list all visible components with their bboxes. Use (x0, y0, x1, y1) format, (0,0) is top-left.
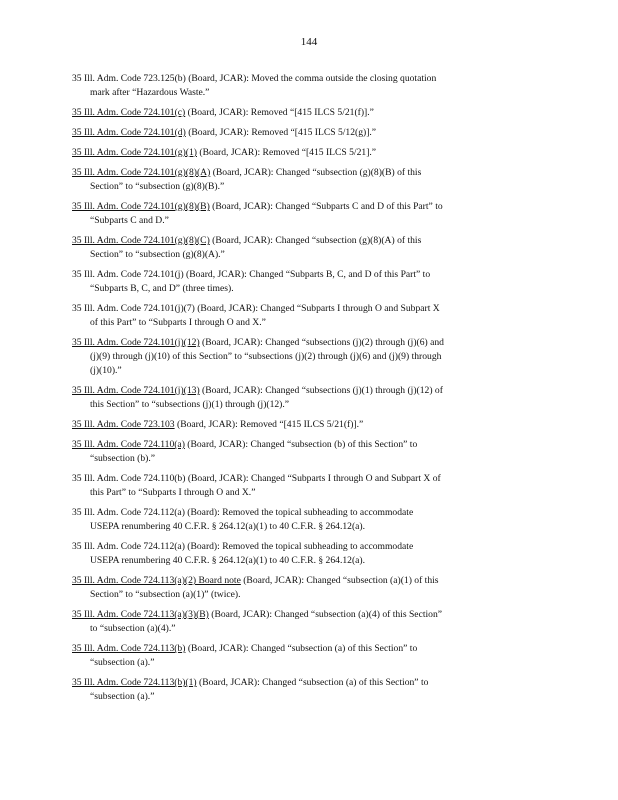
entry-text: “subsection (a).” (90, 691, 155, 702)
code-citation: 35 Ill. Adm. Code 724.113(b)(1) (72, 677, 197, 688)
entry-line (72, 282, 540, 296)
entry-text: (Board, JCAR): Changed “subsection (g)(8)(A) of this (209, 235, 422, 246)
entry-text: “Subparts B, C, and D” (three times). (90, 283, 234, 294)
code-citation: 35 Ill. Adm. Code 724.112(a) (72, 507, 185, 518)
entry-text: Section” to “subsection (g)(8)(A).” (90, 249, 225, 260)
entry-text: this Section” to “subsections (j)(1) through (j)(12).” (90, 399, 290, 410)
code-citation: 35 Ill. Adm. Code 724.110(b) (72, 473, 186, 484)
entry-text: to “subsection (a)(4).” (90, 623, 176, 634)
code-citation: 35 Ill. Adm. Code 724.101(g)(1) (72, 147, 197, 158)
amendment-entry (72, 506, 540, 534)
entry-text: (Board, JCAR): Removed “[415 ILCS 5/21].” (196, 147, 377, 158)
entry-line (72, 384, 540, 398)
entry-text: (Board, JCAR): Changed “subsections (j)(1) through (j)(12) of (199, 385, 443, 396)
entry-line (72, 608, 540, 622)
amendment-entry (72, 574, 540, 602)
entry-line (72, 642, 540, 656)
amendment-entry (72, 676, 540, 704)
amendment-entry (72, 418, 540, 432)
code-citation: 35 Ill. Adm. Code 724.101(g)(8)(A) (72, 167, 211, 178)
amendment-entry (72, 126, 540, 140)
code-citation: 35 Ill. Adm. Code 724.101(c) (72, 107, 186, 118)
entry-text: (Board, JCAR): Changed “subsection (a) of this Section” to (185, 643, 418, 654)
entry-text: mark after “Hazardous Waste.” (90, 87, 210, 98)
entry-text: (Board, JCAR): Changed “Subparts C and D of this Part” to (209, 201, 443, 212)
entry-line (72, 350, 540, 364)
entry-line (72, 364, 540, 378)
entry-line (72, 574, 540, 588)
entry-line (72, 520, 540, 534)
entry-text: (Board, JCAR): Changed “subsection (g)(8)(B) of this (210, 167, 422, 178)
entry-line (72, 452, 540, 466)
entry-text: of this Part” to “Subparts I through O and X.” (90, 317, 266, 328)
amendment-entry (72, 234, 540, 262)
entry-line (72, 166, 540, 180)
entry-text: USEPA renumbering 40 C.F.R. § 264.12(a)(1) to 40 C.F.R. § 264.12(a). (90, 555, 365, 566)
entry-line (72, 540, 540, 554)
amendment-entry (72, 384, 540, 412)
entry-line (72, 418, 540, 432)
amendment-entry (72, 268, 540, 296)
amendment-entry (72, 146, 540, 160)
entry-text: (Board): Removed the topical subheading to accommodate (184, 507, 414, 518)
entry-text: (Board, JCAR): Changed “subsection (b) of this Section” to (184, 439, 418, 450)
entry-line (72, 622, 540, 636)
amendment-entry (72, 166, 540, 194)
entry-line (72, 126, 540, 140)
entry-text: (Board, JCAR): Changed “Subparts B, C, and D of this Part” to (183, 269, 431, 280)
entry-line (72, 472, 540, 486)
code-citation: 35 Ill. Adm. Code 724.101(j)(7) (72, 303, 195, 314)
entry-text: (Board, JCAR): Removed “[415 ILCS 5/21(f)].” (174, 419, 364, 430)
code-citation: 35 Ill. Adm. Code 724.101(d) (72, 127, 186, 138)
entry-line (72, 398, 540, 412)
entry-line (72, 554, 540, 568)
code-citation: 35 Ill. Adm. Code 724.113(b) (72, 643, 186, 654)
code-citation: 35 Ill. Adm. Code 724.110(a) (72, 439, 185, 450)
code-citation: 35 Ill. Adm. Code 724.101(g)(8)(C) (72, 235, 210, 246)
entry-text: (Board, JCAR): Removed “[415 ILCS 5/21(f)].” (185, 107, 374, 118)
amendment-entry (72, 540, 540, 568)
entry-text: “Subparts C and D.” (90, 215, 169, 226)
amendment-entry (72, 608, 540, 636)
entry-line (72, 588, 540, 602)
entry-text: (j)(10).” (90, 365, 122, 376)
entry-text: (Board): Removed the topical subheading to accommodate (184, 541, 414, 552)
entry-text: (Board, JCAR): Removed “[415 ILCS 5/12(g)].” (185, 127, 377, 138)
entry-line (72, 214, 540, 228)
entry-text: (Board, JCAR): Changed “Subparts I through O and Subpart X (194, 303, 440, 314)
entry-text: (Board, JCAR): Changed “subsection (a) of this Section” to (196, 677, 429, 688)
code-citation: 35 Ill. Adm. Code 724.112(a) (72, 541, 185, 552)
amendment-entry (72, 642, 540, 670)
code-citation: 35 Ill. Adm. Code 723.103 (72, 419, 175, 430)
entry-text: (j)(9) through (j)(10) of this Section” to “subsections (j)(2) through (j)(6) and (j)(9) through (90, 351, 442, 362)
amendment-entry (72, 302, 540, 330)
code-citation: 35 Ill. Adm. Code 724.101(g)(8)(B) (72, 201, 210, 212)
amendment-entry (72, 200, 540, 228)
entry-text: Section” to “subsection (a)(1)” (twice). (90, 589, 241, 600)
entry-line (72, 248, 540, 262)
entry-line (72, 268, 540, 282)
entry-line (72, 200, 540, 214)
entry-line (72, 690, 540, 704)
entry-text: (Board, JCAR): Changed “subsections (j)(2) through (j)(6) and (199, 337, 444, 348)
amendment-entry (72, 106, 540, 120)
amendment-entry (72, 72, 540, 100)
entry-line (72, 676, 540, 690)
entry-line (72, 656, 540, 670)
entry-line (72, 336, 540, 350)
entry-text: Section” to “subsection (g)(8)(B).” (90, 181, 225, 192)
entry-text: (Board, JCAR): Changed “subsection (a)(4) of this Section” (208, 609, 443, 620)
code-citation: 35 Ill. Adm. Code 724.113(a)(3)(B) (72, 609, 209, 620)
code-citation: 35 Ill. Adm. Code 723.125(b) (72, 73, 186, 84)
entry-text: USEPA renumbering 40 C.F.R. § 264.12(a)(1) to 40 C.F.R. § 264.12(a). (90, 521, 365, 532)
entry-text: (Board, JCAR): Changed “subsection (a)(1) of this (240, 575, 439, 586)
entry-line (72, 86, 540, 100)
entry-line (72, 506, 540, 520)
entry-line (72, 316, 540, 330)
entry-text: “subsection (a).” (90, 657, 155, 668)
entry-line (72, 180, 540, 194)
entry-text: “subsection (b).” (90, 453, 156, 464)
amendment-entry (72, 472, 540, 500)
entry-line (72, 146, 540, 160)
code-citation: 35 Ill. Adm. Code 724.101(j) (72, 269, 184, 280)
entry-line (72, 234, 540, 248)
code-citation: 35 Ill. Adm. Code 724.101(j)(13) (72, 385, 200, 396)
amendment-entry (72, 336, 540, 378)
entry-text: (Board, JCAR): Changed “Subparts I through O and Subpart X of (185, 473, 441, 484)
code-citation: 35 Ill. Adm. Code 724.101(j)(12) (72, 337, 200, 348)
amendment-list (72, 72, 540, 710)
entry-text: this Part” to “Subparts I through O and X.” (90, 487, 256, 498)
entry-line (72, 302, 540, 316)
page-number: 144 (300, 36, 318, 48)
entry-line (72, 72, 540, 86)
code-citation: 35 Ill. Adm. Code 724.113(a)(2) Board note (72, 575, 241, 586)
amendment-entry (72, 438, 540, 466)
entry-text: (Board, JCAR): Moved the comma outside the closing quotation (185, 73, 437, 84)
entry-line (72, 486, 540, 500)
entry-line (72, 106, 540, 120)
entry-line (72, 438, 540, 452)
